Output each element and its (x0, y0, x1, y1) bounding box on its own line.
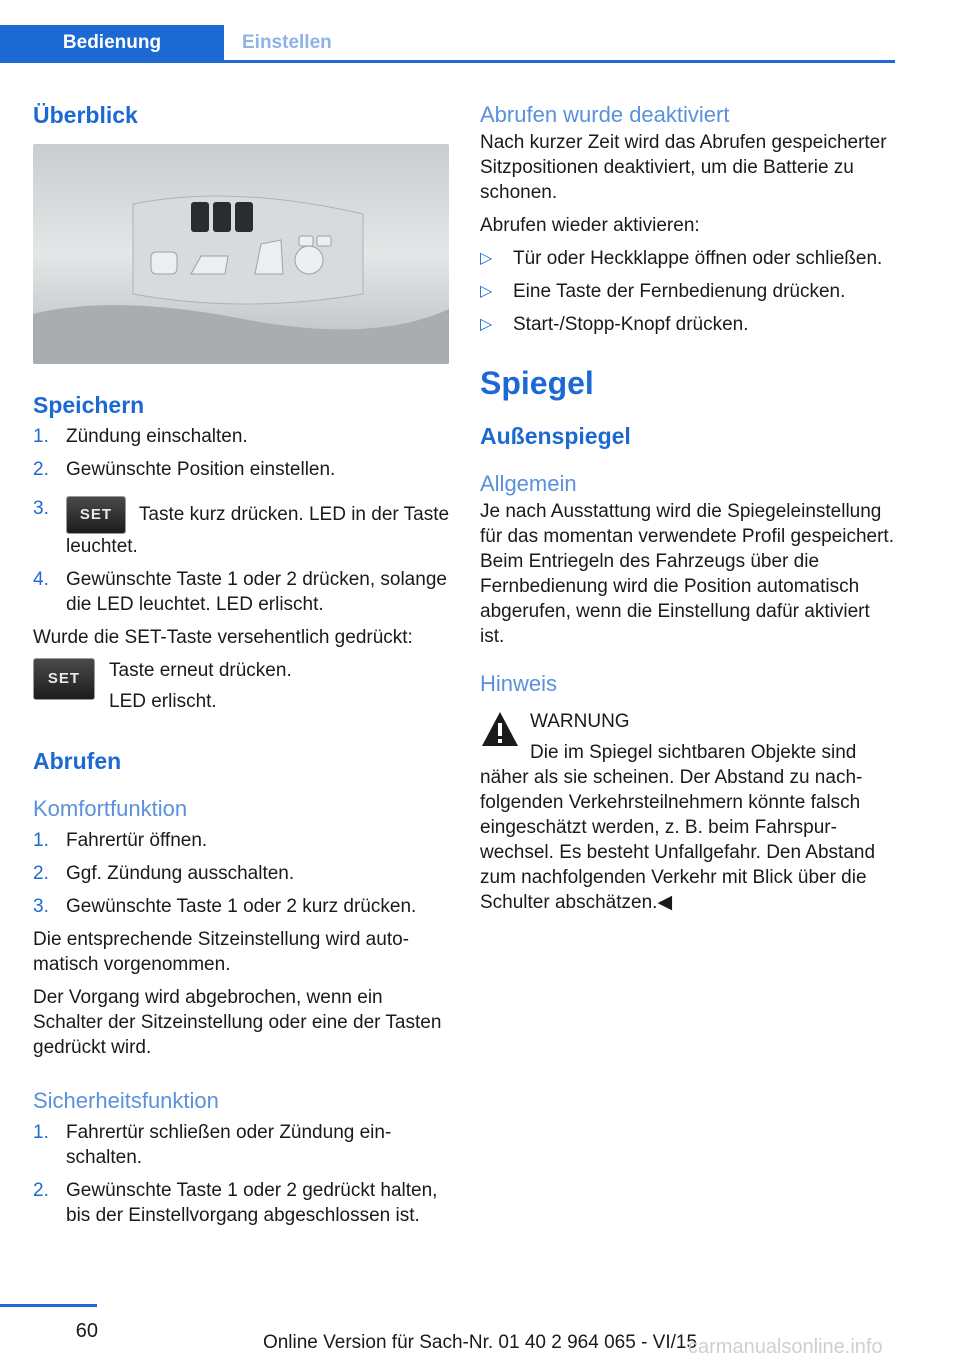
reactivate-list (480, 246, 898, 337)
safety-steps-list (33, 1120, 451, 1228)
heading-outside-mirror: Außenspiegel (480, 423, 631, 449)
list-item: 3. Gewünschte Taste 1 oder 2 kurz drücken. (33, 896, 417, 917)
warning-first-line: Die im Spiegel sichtbaren Objekte sind (530, 742, 857, 763)
left-column (33, 100, 451, 1236)
list-item: ▷ Eine Taste der Fernbedienung drücken. (480, 281, 846, 302)
heading-overview: Überblick (33, 102, 138, 128)
footer-rule (0, 1304, 97, 1307)
list-item: 2. Gewünschte Taste 1 oder 2 gedrückt halten, bis der Einstellvorgang abgeschlossen ist. (33, 1180, 438, 1226)
list-item: 1. Fahrertür öffnen. (33, 830, 208, 851)
warning-text: näher als sie scheinen. Der Abstand zu nachfolgenden Verkehrsteilnehmern könnte falsch eingeschätzt werden, z. B. beim Fahrspurwechsel. Es besteht Unfallgefahr. Den Abstand zum nachfolgenden Verkehr mit Blick über die Schulter abschätzen.◀ (480, 767, 876, 913)
heading-general: Allgemein (480, 471, 577, 496)
warning-block (480, 709, 898, 765)
heading-safety: Sicherheitsfunktion (33, 1088, 219, 1113)
header-rule (0, 60, 895, 63)
heading-recall: Abrufen (33, 748, 122, 774)
heading-comfort: Komfortfunktion (33, 796, 188, 821)
watermark: carmanualsonline.info (688, 1336, 883, 1358)
general-paragraph: Je nach Ausstattung wird die Spiegeleinstellung für das momentan verwendete Profil gespeichert. Beim Entriegeln des Fahrzeugs über die Fernbedienung wird die Position automatisch abgerufen, wenn die Einstellung dafür aktiviert ist. (480, 501, 894, 647)
page-number: 60 (75, 1320, 98, 1342)
set-pressed-text: Wurde die SET-Taste versehentlich gedrückt: (33, 627, 413, 648)
list-item: ▷ Start-/Stopp-Knopf drücken. (480, 314, 749, 335)
warning-triangle-icon (480, 709, 520, 749)
list-item: 1. Zündung einschalten. (33, 426, 248, 447)
header-tabs (0, 25, 352, 61)
list-item: ▷ Tür oder Heckklappe öffnen oder schließen. (480, 248, 883, 269)
set-again-row: SET Taste erneut drücken. LED erlischt. (33, 658, 451, 720)
online-version: Online Version für Sach-Nr. 01 40 2 964 065 - VI/15 (262, 1332, 698, 1353)
seat-controls-image (33, 144, 449, 364)
comfort-paragraph-1: Die entsprechende Sitzeinstellung wird automatisch vorgenommen. (33, 929, 409, 975)
heading-mirror: Spiegel (480, 365, 594, 401)
heading-deactivated: Abrufen wurde deaktiviert (480, 102, 730, 127)
tab-bedienung[interactable]: Bedienung (0, 25, 224, 61)
triangle-bullet-icon: ▷ (480, 250, 493, 267)
heading-note: Hinweis (480, 671, 558, 696)
list-item: 2. Ggf. Zündung ausschalten. (33, 863, 295, 884)
reactivate-label: Abrufen wieder aktivieren: (480, 215, 700, 236)
tab-einstellen[interactable]: Einstellen (242, 32, 332, 53)
list-item: 1. Fahrertür schließen oder Zündung einschalten. (33, 1122, 392, 1168)
set-button-icon: SET (33, 658, 95, 700)
warning-title: WARNUNG (530, 711, 630, 732)
list-item: 3. SET Taste kurz drücken. LED in der Taste leuchtet. (33, 498, 450, 557)
right-column (480, 100, 898, 915)
set-button-icon: SET (66, 496, 126, 534)
triangle-bullet-icon: ▷ (480, 316, 493, 333)
comfort-steps-list (33, 828, 451, 919)
triangle-bullet-icon: ▷ (480, 283, 493, 300)
heading-save: Speichern (33, 392, 145, 418)
list-item: 2. Gewünschte Position einstellen. (33, 459, 336, 480)
comfort-paragraph-2: Der Vorgang wird abgebrochen, wenn ein Schalter der Sitzeinstellung oder eine der Tasten gedrückt wird. (33, 987, 442, 1058)
save-steps-list (33, 424, 451, 617)
deactivated-paragraph: Nach kurzer Zeit wird das Abrufen gespeicherter Sitzpositionen deaktiviert, um die Batterie zu schonen. (480, 132, 887, 203)
list-item: 4. Gewünschte Taste 1 oder 2 drücken, solange die LED leuchtet. LED erlischt. (33, 569, 447, 615)
